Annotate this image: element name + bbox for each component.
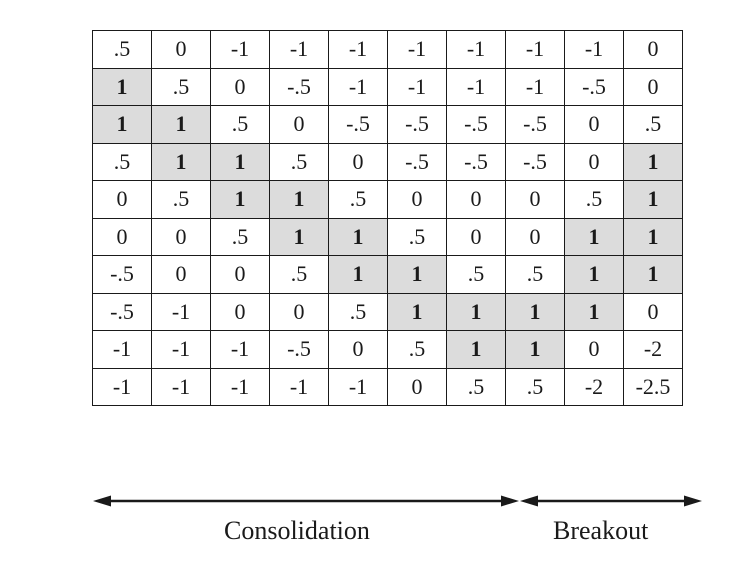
grid-cell: 0 <box>565 143 624 181</box>
grid-cell: .5 <box>565 181 624 219</box>
consolidation-label: Consolidation <box>224 516 370 545</box>
grid-row <box>93 331 683 369</box>
grid-cell: 0 <box>388 181 447 219</box>
grid-cell: .5 <box>211 106 270 144</box>
grid-cell-highlighted: 1 <box>329 256 388 294</box>
grid-cell-highlighted: 1 <box>152 106 211 144</box>
grid-cell: -.5 <box>447 143 506 181</box>
grid-cell-highlighted: 1 <box>624 218 683 256</box>
grid-cell: -1 <box>211 368 270 406</box>
grid-cell: -.5 <box>93 256 152 294</box>
grid-cell: -1 <box>506 68 565 106</box>
grid-cell: -1 <box>211 31 270 69</box>
grid-cell-highlighted: 1 <box>270 218 329 256</box>
grid-cell: -.5 <box>388 143 447 181</box>
grid-cell: -1 <box>152 293 211 331</box>
grid-cell-highlighted: 1 <box>624 181 683 219</box>
grid-cell-highlighted: 1 <box>506 293 565 331</box>
grid-cell: -1 <box>388 68 447 106</box>
grid-cell: -1 <box>93 368 152 406</box>
grid-cell: -1 <box>506 31 565 69</box>
grid-row <box>93 31 683 69</box>
grid-cell: 0 <box>447 181 506 219</box>
grid-cell: -1 <box>270 368 329 406</box>
grid-cell: -.5 <box>93 293 152 331</box>
grid-cell-highlighted: 1 <box>388 293 447 331</box>
grid-cell: -2 <box>624 331 683 369</box>
grid-cell: 0 <box>93 181 152 219</box>
grid-cell: 0 <box>211 256 270 294</box>
grid-cell-highlighted: 1 <box>447 293 506 331</box>
grid-cell: -1 <box>329 368 388 406</box>
grid-row <box>93 181 683 219</box>
grid-cell: -1 <box>388 31 447 69</box>
breakout-arrow <box>520 496 702 507</box>
grid-cell: .5 <box>388 331 447 369</box>
grid-cell-highlighted: 1 <box>211 143 270 181</box>
grid-cell: .5 <box>624 106 683 144</box>
grid-cell: 0 <box>624 68 683 106</box>
grid-cell-highlighted: 1 <box>93 68 152 106</box>
grid-cell: -1 <box>329 68 388 106</box>
grid-cell: -1 <box>211 331 270 369</box>
grid-cell: -1 <box>565 31 624 69</box>
breakout-label: Breakout <box>553 516 649 545</box>
value-grid-body <box>93 31 683 406</box>
grid-cell: 0 <box>447 218 506 256</box>
grid-row <box>93 293 683 331</box>
grid-cell: .5 <box>270 143 329 181</box>
grid-cell: -.5 <box>329 106 388 144</box>
grid-cell: .5 <box>506 256 565 294</box>
grid-cell-highlighted: 1 <box>388 256 447 294</box>
grid-cell: 0 <box>624 31 683 69</box>
grid-cell: .5 <box>152 181 211 219</box>
grid-cell: -1 <box>93 331 152 369</box>
grid-cell: 0 <box>388 368 447 406</box>
grid-cell: .5 <box>211 218 270 256</box>
grid-cell-highlighted: 1 <box>565 218 624 256</box>
value-grid <box>92 30 683 406</box>
grid-cell: .5 <box>388 218 447 256</box>
grid-cell: 0 <box>270 293 329 331</box>
grid-row <box>93 106 683 144</box>
grid-row <box>93 368 683 406</box>
grid-cell: 0 <box>270 106 329 144</box>
grid-row <box>93 256 683 294</box>
grid-cell: -2.5 <box>624 368 683 406</box>
grid-cell: -.5 <box>506 143 565 181</box>
grid-cell: -.5 <box>270 331 329 369</box>
grid-cell: .5 <box>329 293 388 331</box>
grid-cell: -.5 <box>506 106 565 144</box>
grid-cell-highlighted: 1 <box>624 256 683 294</box>
grid-cell-highlighted: 1 <box>329 218 388 256</box>
grid-cell: .5 <box>270 256 329 294</box>
grid-cell: .5 <box>447 368 506 406</box>
grid-cell: 0 <box>506 181 565 219</box>
grid-cell-highlighted: 1 <box>447 331 506 369</box>
grid-cell: 0 <box>624 293 683 331</box>
grid-row <box>93 68 683 106</box>
grid-cell: -.5 <box>565 68 624 106</box>
grid-cell: .5 <box>93 31 152 69</box>
grid-cell-highlighted: 1 <box>93 106 152 144</box>
grid-cell: -2 <box>565 368 624 406</box>
grid-cell-highlighted: 1 <box>270 181 329 219</box>
consolidation-arrow <box>93 496 519 507</box>
grid-cell: -1 <box>447 31 506 69</box>
grid-cell: 0 <box>152 256 211 294</box>
grid-cell: 0 <box>93 218 152 256</box>
grid-cell: .5 <box>506 368 565 406</box>
grid-cell-highlighted: 1 <box>565 256 624 294</box>
grid-cell: 0 <box>506 218 565 256</box>
grid-cell: 0 <box>152 31 211 69</box>
grid-cell: .5 <box>152 68 211 106</box>
grid-row <box>93 143 683 181</box>
grid-cell-highlighted: 1 <box>565 293 624 331</box>
grid-cell: -1 <box>270 31 329 69</box>
grid-cell: -1 <box>447 68 506 106</box>
grid-cell: .5 <box>447 256 506 294</box>
grid-cell: 0 <box>329 331 388 369</box>
grid-cell-highlighted: 1 <box>152 143 211 181</box>
grid-cell: 0 <box>152 218 211 256</box>
grid-cell: -.5 <box>447 106 506 144</box>
grid-cell: 0 <box>329 143 388 181</box>
grid-cell: .5 <box>93 143 152 181</box>
grid-cell: -1 <box>152 368 211 406</box>
grid-row <box>93 218 683 256</box>
grid-cell-highlighted: 1 <box>506 331 565 369</box>
grid-cell-highlighted: 1 <box>624 143 683 181</box>
grid-cell-highlighted: 1 <box>211 181 270 219</box>
grid-cell: -1 <box>329 31 388 69</box>
grid-cell: -.5 <box>270 68 329 106</box>
grid-cell: -.5 <box>388 106 447 144</box>
grid-cell: 0 <box>565 331 624 369</box>
grid-cell: 0 <box>211 293 270 331</box>
grid-cell: 0 <box>211 68 270 106</box>
grid-cell: .5 <box>329 181 388 219</box>
grid-cell: -1 <box>152 331 211 369</box>
grid-cell: 0 <box>565 106 624 144</box>
